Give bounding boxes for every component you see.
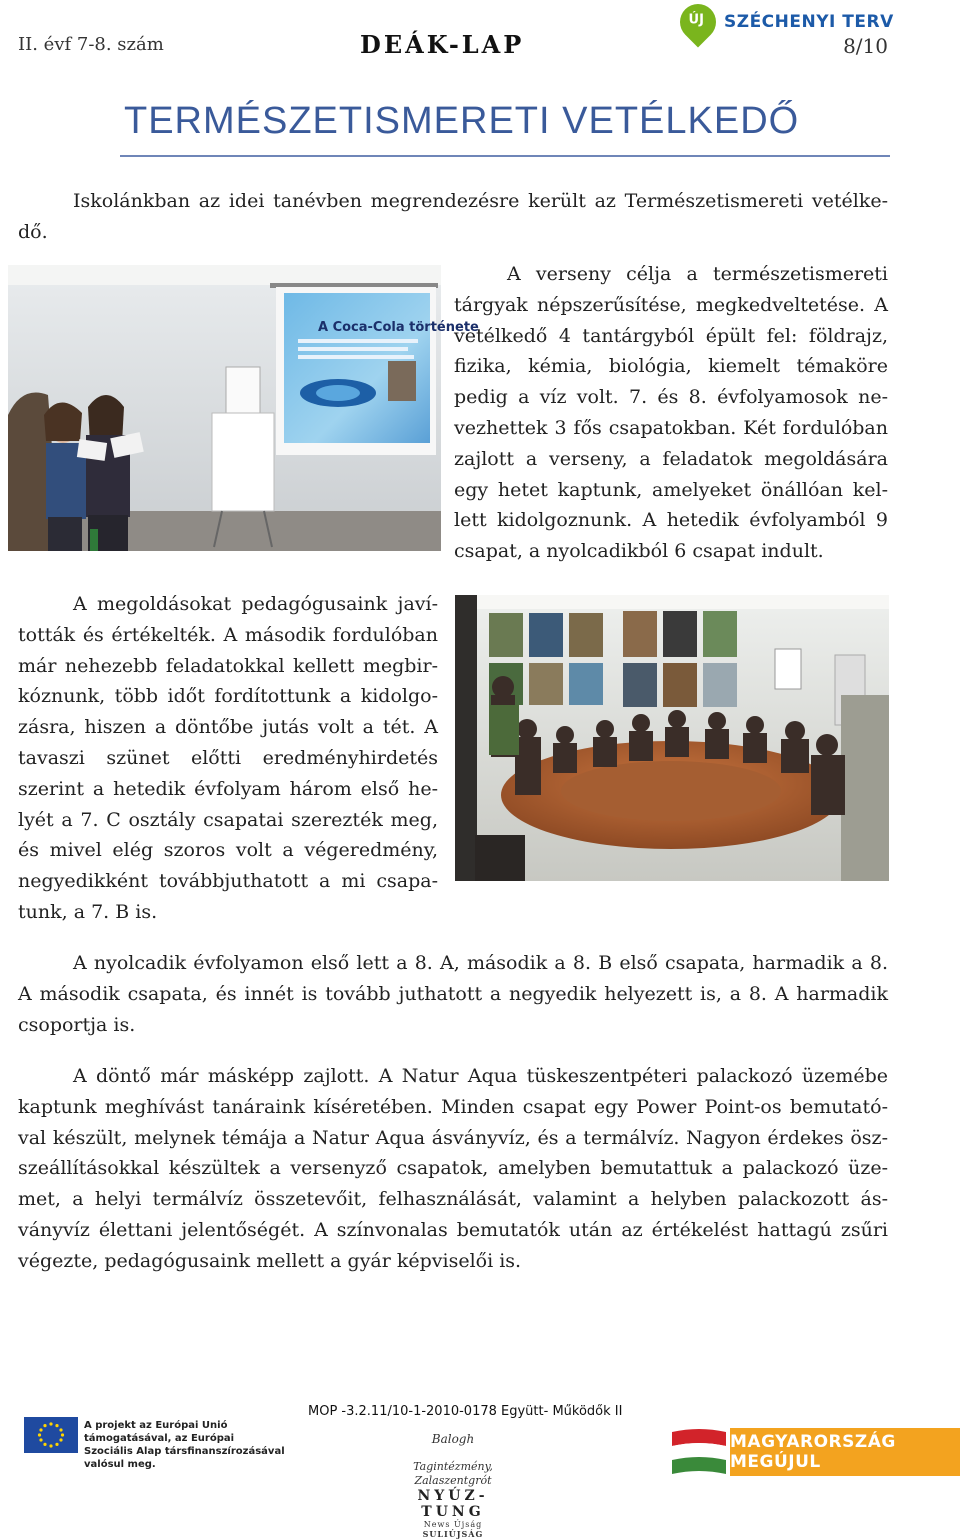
magyarorszag-megujul-logo: MAGYARORSZÁG MEGÚJUL bbox=[672, 1428, 960, 1476]
results-paragraph: A megoldásokat pedagógusaink javí-tották és értékelték. A második fordulóban már nehezebb feladatokkal kellett megbir-kóznunk, több időt fordítottunk a kidolgo-zásra, hiszen a döntőbe jutás volt a tét. A tavaszi szünet előtti eredményhirdetés szerint a hetedik évfolyam három első he-lyét a 7. C osztály csapatai szerezték meg, és mivel elég szoros volt a végeredmény, negyedikként továbbjuthatott a mi csapa-tunk, a 7. B is. bbox=[18, 593, 438, 923]
issue-label: II. évf 7-8. szám bbox=[18, 34, 164, 55]
title-underline bbox=[120, 155, 890, 157]
slide-title: A Coca-Cola története bbox=[318, 320, 479, 335]
final-round-paragraph: A döntő már másképp zajlott. A Natur Aqua tüskeszentpéteri palackozó üzemébe kaptunk meghívást tanáraink kíséretében. Minden csapat egy Power Point-os bemutató-val készült, melynek témája a Natur Aqua ásványvíz, és a termálvíz. Nagyon érdekes ösz-szeállításokkal készültek a versenyző csapatok, amelyben bemutattuk a palackozó üze-met, a helyi termálvíz összetevőit, felhasználását, valamint a helyben palackozott ás-ványvíz élettani jelentőségét. A színvonalas bemutatók után az értékelést hattagú zsűri végezte, pedagógusaink mellett a gyár képviselői is. bbox=[18, 1065, 888, 1272]
photo-round-table bbox=[455, 595, 889, 881]
location-pin-icon: ÚJ bbox=[673, 0, 724, 47]
goal-paragraph: A verseny célja a természetismereti tárgyak népszerűsítése, megkedveltetése. A vetélkedő 4 tantárgyból épült fel: földrajz, fizika, kémia, biológia, kiemelt témaköre pedig a víz volt. 7. és 8. évfolyamosok ne-vezhettek 3 fős csapatokban. Két fordulóban zajlott a verseny, a feladatok megoldására egy hetet kaptunk, amelyeket önállóan kel-lett kidolgoznunk. A hetedik évfolyamból 9 csapat, a nyolcadikból 6 csapat indult. bbox=[454, 263, 888, 563]
hungarian-flag-icon bbox=[672, 1428, 726, 1476]
szechenyi-terv-logo: ÚJ SZÉCHENYI TERV bbox=[680, 4, 880, 54]
intro-paragraph: Iskolánkban az idei tanévben megrendezésre került az Természetismereti vetélke-dő. bbox=[18, 190, 888, 243]
eu-funding-logo: A projekt az Európai Unió támogatásával, az Európai Szociális Alap társfinanszírozásával valósul meg. bbox=[22, 1415, 310, 1455]
masthead: DEÁK-LAP bbox=[360, 30, 525, 59]
nyuz-tung-logo: Balogh Tagintézmény, Zalaszentgrót NYÚZ-TUNG News Újság SULIÚJSÁG bbox=[413, 1432, 493, 1539]
photo-presentation bbox=[8, 265, 479, 551]
page-number: 8/10 bbox=[843, 34, 888, 58]
eu-flag-icon bbox=[24, 1417, 78, 1453]
eighth-grade-paragraph: A nyolcadik évfolyamon első lett a 8. A, második a 8. B első csapata, harmadik a 8. A második csapata, és innét is tovább juthatott a negyedik helyezett is, a 8. A harmadik csoportja is. bbox=[18, 952, 888, 1036]
article-title: TERMÉSZETISMERETI VETÉLKEDŐ bbox=[124, 100, 800, 142]
project-code: MOP -3.2.11/10-1-2010-0178 Együtt- Működők II bbox=[308, 1404, 623, 1419]
